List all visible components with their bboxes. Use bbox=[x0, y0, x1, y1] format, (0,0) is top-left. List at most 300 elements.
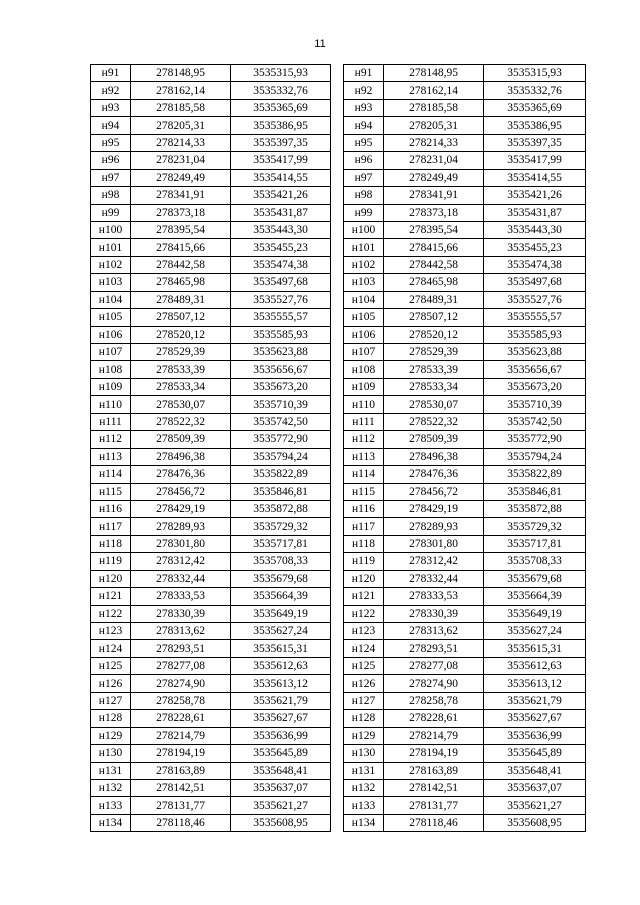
table-row bbox=[344, 814, 586, 831]
point-id-cell: н91 bbox=[344, 65, 384, 82]
table-row bbox=[91, 623, 331, 640]
table-row bbox=[344, 309, 586, 326]
table-row bbox=[91, 675, 331, 692]
table-row bbox=[344, 413, 586, 430]
x-coordinate-cell: 278214,79 bbox=[384, 727, 484, 744]
table-row bbox=[344, 448, 586, 465]
point-id-cell: н108 bbox=[91, 361, 131, 378]
table-row bbox=[91, 239, 331, 256]
point-id-cell: н102 bbox=[91, 256, 131, 273]
table-row bbox=[344, 692, 586, 709]
y-coordinate-cell: 3535443,30 bbox=[231, 221, 331, 238]
point-id-cell: н111 bbox=[344, 413, 384, 430]
point-id-cell: н114 bbox=[91, 466, 131, 483]
table-row bbox=[344, 82, 586, 99]
table-row bbox=[344, 134, 586, 151]
table-row bbox=[344, 466, 586, 483]
y-coordinate-cell: 3535621,27 bbox=[231, 797, 331, 814]
point-id-cell: н121 bbox=[91, 588, 131, 605]
x-coordinate-cell: 278274,90 bbox=[384, 675, 484, 692]
point-id-cell: н104 bbox=[344, 291, 384, 308]
point-id-cell: н118 bbox=[344, 535, 384, 552]
table-row bbox=[344, 797, 586, 814]
point-id-cell: н96 bbox=[91, 152, 131, 169]
point-id-cell: н119 bbox=[91, 553, 131, 570]
y-coordinate-cell: 3535623,88 bbox=[231, 344, 331, 361]
x-coordinate-cell: 278529,39 bbox=[384, 344, 484, 361]
x-coordinate-cell: 278277,08 bbox=[131, 657, 231, 674]
point-id-cell: н133 bbox=[344, 797, 384, 814]
x-coordinate-cell: 278522,32 bbox=[131, 413, 231, 430]
x-coordinate-cell: 278313,62 bbox=[384, 623, 484, 640]
x-coordinate-cell: 278330,39 bbox=[384, 605, 484, 622]
y-coordinate-cell: 3535621,79 bbox=[231, 692, 331, 709]
x-coordinate-cell: 278301,80 bbox=[384, 535, 484, 552]
x-coordinate-cell: 278214,33 bbox=[131, 134, 231, 151]
x-coordinate-cell: 278332,44 bbox=[131, 570, 231, 587]
point-id-cell: н97 bbox=[344, 169, 384, 186]
y-coordinate-cell: 3535772,90 bbox=[484, 431, 586, 448]
table-row bbox=[91, 588, 331, 605]
x-coordinate-cell: 278228,61 bbox=[384, 710, 484, 727]
x-coordinate-cell: 278341,91 bbox=[131, 187, 231, 204]
y-coordinate-cell: 3535431,87 bbox=[484, 204, 586, 221]
point-id-cell: н128 bbox=[91, 710, 131, 727]
x-coordinate-cell: 278228,61 bbox=[131, 710, 231, 727]
table-row bbox=[91, 134, 331, 151]
point-id-cell: н127 bbox=[91, 692, 131, 709]
y-coordinate-cell: 3535414,55 bbox=[231, 169, 331, 186]
x-coordinate-cell: 278533,39 bbox=[384, 361, 484, 378]
x-coordinate-cell: 278185,58 bbox=[384, 99, 484, 116]
point-id-cell: н97 bbox=[91, 169, 131, 186]
point-id-cell: н92 bbox=[91, 82, 131, 99]
table-row bbox=[344, 65, 586, 82]
x-coordinate-cell: 278530,07 bbox=[131, 396, 231, 413]
y-coordinate-cell: 3535772,90 bbox=[231, 431, 331, 448]
y-coordinate-cell: 3535332,76 bbox=[484, 82, 586, 99]
y-coordinate-cell: 3535729,32 bbox=[484, 518, 586, 535]
point-id-cell: н117 bbox=[91, 518, 131, 535]
table-row bbox=[344, 187, 586, 204]
y-coordinate-cell: 3535421,26 bbox=[231, 187, 331, 204]
y-coordinate-cell: 3535455,23 bbox=[231, 239, 331, 256]
x-coordinate-cell: 278118,46 bbox=[131, 814, 231, 831]
table-row bbox=[91, 605, 331, 622]
x-coordinate-cell: 278520,12 bbox=[131, 326, 231, 343]
table-row bbox=[344, 605, 586, 622]
point-id-cell: н118 bbox=[91, 535, 131, 552]
x-coordinate-cell: 278373,18 bbox=[384, 204, 484, 221]
y-coordinate-cell: 3535585,93 bbox=[484, 326, 586, 343]
y-coordinate-cell: 3535386,95 bbox=[231, 117, 331, 134]
x-coordinate-cell: 278293,51 bbox=[384, 640, 484, 657]
point-id-cell: н100 bbox=[344, 221, 384, 238]
y-coordinate-cell: 3535729,32 bbox=[231, 518, 331, 535]
point-id-cell: н128 bbox=[344, 710, 384, 727]
x-coordinate-cell: 278194,19 bbox=[384, 745, 484, 762]
table-row bbox=[344, 256, 586, 273]
table-row bbox=[91, 553, 331, 570]
table-row bbox=[91, 692, 331, 709]
y-coordinate-cell: 3535710,39 bbox=[231, 396, 331, 413]
table-row bbox=[344, 361, 586, 378]
table-row bbox=[344, 152, 586, 169]
y-coordinate-cell: 3535621,27 bbox=[484, 797, 586, 814]
point-id-cell: н121 bbox=[344, 588, 384, 605]
point-id-cell: н103 bbox=[91, 274, 131, 291]
table-row bbox=[344, 169, 586, 186]
table-row bbox=[91, 396, 331, 413]
y-coordinate-cell: 3535656,67 bbox=[231, 361, 331, 378]
x-coordinate-cell: 278249,49 bbox=[131, 169, 231, 186]
table-row bbox=[344, 535, 586, 552]
point-id-cell: н107 bbox=[344, 344, 384, 361]
table-row bbox=[91, 518, 331, 535]
y-coordinate-cell: 3535332,76 bbox=[231, 82, 331, 99]
x-coordinate-cell: 278148,95 bbox=[384, 65, 484, 82]
table-row bbox=[91, 745, 331, 762]
table-row bbox=[344, 500, 586, 517]
table-row bbox=[91, 535, 331, 552]
point-id-cell: н101 bbox=[344, 239, 384, 256]
y-coordinate-cell: 3535822,89 bbox=[484, 466, 586, 483]
point-id-cell: н100 bbox=[91, 221, 131, 238]
y-coordinate-cell: 3535497,68 bbox=[484, 274, 586, 291]
x-coordinate-cell: 278312,42 bbox=[384, 553, 484, 570]
table-row bbox=[91, 710, 331, 727]
x-coordinate-cell: 278507,12 bbox=[131, 309, 231, 326]
x-coordinate-cell: 278214,33 bbox=[384, 134, 484, 151]
table-row bbox=[344, 518, 586, 535]
x-coordinate-cell: 278529,39 bbox=[131, 344, 231, 361]
x-coordinate-cell: 278162,14 bbox=[131, 82, 231, 99]
table-row bbox=[91, 204, 331, 221]
table-row bbox=[344, 204, 586, 221]
y-coordinate-cell: 3535794,24 bbox=[484, 448, 586, 465]
table-row bbox=[91, 500, 331, 517]
point-id-cell: н98 bbox=[91, 187, 131, 204]
y-coordinate-cell: 3535623,88 bbox=[484, 344, 586, 361]
point-id-cell: н126 bbox=[344, 675, 384, 692]
y-coordinate-cell: 3535555,57 bbox=[231, 309, 331, 326]
y-coordinate-cell: 3535527,76 bbox=[484, 291, 586, 308]
table-row bbox=[91, 117, 331, 134]
x-coordinate-cell: 278293,51 bbox=[131, 640, 231, 657]
point-id-cell: н126 bbox=[91, 675, 131, 692]
y-coordinate-cell: 3535679,68 bbox=[484, 570, 586, 587]
x-coordinate-cell: 278429,19 bbox=[384, 500, 484, 517]
table-row bbox=[91, 727, 331, 744]
x-coordinate-cell: 278395,54 bbox=[131, 221, 231, 238]
x-coordinate-cell: 278148,95 bbox=[131, 65, 231, 82]
table-row bbox=[91, 431, 331, 448]
y-coordinate-cell: 3535637,07 bbox=[231, 779, 331, 796]
y-coordinate-cell: 3535417,99 bbox=[484, 152, 586, 169]
y-coordinate-cell: 3535664,39 bbox=[484, 588, 586, 605]
point-id-cell: н115 bbox=[91, 483, 131, 500]
point-id-cell: н116 bbox=[344, 500, 384, 517]
y-coordinate-cell: 3535679,68 bbox=[231, 570, 331, 587]
table-row bbox=[344, 623, 586, 640]
table-row bbox=[91, 466, 331, 483]
point-id-cell: н131 bbox=[91, 762, 131, 779]
x-coordinate-cell: 278142,51 bbox=[131, 779, 231, 796]
point-id-cell: н129 bbox=[91, 727, 131, 744]
x-coordinate-cell: 278205,31 bbox=[131, 117, 231, 134]
point-id-cell: н122 bbox=[344, 605, 384, 622]
y-coordinate-cell: 3535455,23 bbox=[484, 239, 586, 256]
x-coordinate-cell: 278520,12 bbox=[384, 326, 484, 343]
y-coordinate-cell: 3535474,38 bbox=[484, 256, 586, 273]
table-row bbox=[91, 570, 331, 587]
table-row bbox=[344, 657, 586, 674]
y-coordinate-cell: 3535742,50 bbox=[484, 413, 586, 430]
y-coordinate-cell: 3535872,88 bbox=[231, 500, 331, 517]
point-id-cell: н133 bbox=[91, 797, 131, 814]
point-id-cell: н130 bbox=[91, 745, 131, 762]
x-coordinate-cell: 278465,98 bbox=[131, 274, 231, 291]
x-coordinate-cell: 278194,19 bbox=[131, 745, 231, 762]
table-row bbox=[344, 117, 586, 134]
x-coordinate-cell: 278442,58 bbox=[131, 256, 231, 273]
x-coordinate-cell: 278341,91 bbox=[384, 187, 484, 204]
x-coordinate-cell: 278185,58 bbox=[131, 99, 231, 116]
y-coordinate-cell: 3535443,30 bbox=[484, 221, 586, 238]
x-coordinate-cell: 278522,32 bbox=[384, 413, 484, 430]
table-row bbox=[91, 221, 331, 238]
x-coordinate-cell: 278289,93 bbox=[131, 518, 231, 535]
x-coordinate-cell: 278301,80 bbox=[131, 535, 231, 552]
y-coordinate-cell: 3535627,24 bbox=[231, 623, 331, 640]
y-coordinate-cell: 3535717,81 bbox=[484, 535, 586, 552]
table-row bbox=[91, 779, 331, 796]
point-id-cell: н96 bbox=[344, 152, 384, 169]
table-body-left bbox=[91, 65, 331, 832]
point-id-cell: н112 bbox=[344, 431, 384, 448]
y-coordinate-cell: 3535386,95 bbox=[484, 117, 586, 134]
y-coordinate-cell: 3535613,12 bbox=[484, 675, 586, 692]
point-id-cell: н134 bbox=[344, 814, 384, 831]
x-coordinate-cell: 278533,34 bbox=[384, 378, 484, 395]
point-id-cell: н132 bbox=[344, 779, 384, 796]
table-row bbox=[344, 640, 586, 657]
point-id-cell: н129 bbox=[344, 727, 384, 744]
x-coordinate-cell: 278509,39 bbox=[131, 431, 231, 448]
y-coordinate-cell: 3535649,19 bbox=[231, 605, 331, 622]
point-id-cell: н114 bbox=[344, 466, 384, 483]
y-coordinate-cell: 3535872,88 bbox=[484, 500, 586, 517]
point-id-cell: н120 bbox=[91, 570, 131, 587]
y-coordinate-cell: 3535431,87 bbox=[231, 204, 331, 221]
x-coordinate-cell: 278395,54 bbox=[384, 221, 484, 238]
x-coordinate-cell: 278456,72 bbox=[131, 483, 231, 500]
point-id-cell: н95 bbox=[344, 134, 384, 151]
point-id-cell: н107 bbox=[91, 344, 131, 361]
point-id-cell: н116 bbox=[91, 500, 131, 517]
y-coordinate-cell: 3535645,89 bbox=[484, 745, 586, 762]
point-id-cell: н94 bbox=[344, 117, 384, 134]
x-coordinate-cell: 278274,90 bbox=[131, 675, 231, 692]
point-id-cell: н110 bbox=[91, 396, 131, 413]
table-row bbox=[91, 448, 331, 465]
x-coordinate-cell: 278507,12 bbox=[384, 309, 484, 326]
point-id-cell: н119 bbox=[344, 553, 384, 570]
table-row bbox=[91, 256, 331, 273]
y-coordinate-cell: 3535474,38 bbox=[231, 256, 331, 273]
table-row bbox=[91, 378, 331, 395]
x-coordinate-cell: 278530,07 bbox=[384, 396, 484, 413]
x-coordinate-cell: 278118,46 bbox=[384, 814, 484, 831]
y-coordinate-cell: 3535846,81 bbox=[484, 483, 586, 500]
x-coordinate-cell: 278456,72 bbox=[384, 483, 484, 500]
table-row bbox=[91, 326, 331, 343]
x-coordinate-cell: 278313,62 bbox=[131, 623, 231, 640]
table-row bbox=[344, 378, 586, 395]
point-id-cell: н93 bbox=[91, 99, 131, 116]
y-coordinate-cell: 3535527,76 bbox=[231, 291, 331, 308]
point-id-cell: н130 bbox=[344, 745, 384, 762]
x-coordinate-cell: 278312,42 bbox=[131, 553, 231, 570]
table-row bbox=[91, 361, 331, 378]
x-coordinate-cell: 278415,66 bbox=[131, 239, 231, 256]
table-row bbox=[91, 274, 331, 291]
y-coordinate-cell: 3535710,39 bbox=[484, 396, 586, 413]
point-id-cell: н103 bbox=[344, 274, 384, 291]
x-coordinate-cell: 278258,78 bbox=[384, 692, 484, 709]
table-row bbox=[91, 640, 331, 657]
y-coordinate-cell: 3535365,69 bbox=[231, 99, 331, 116]
y-coordinate-cell: 3535397,35 bbox=[231, 134, 331, 151]
point-id-cell: н106 bbox=[91, 326, 131, 343]
point-id-cell: н99 bbox=[344, 204, 384, 221]
table-row bbox=[344, 344, 586, 361]
y-coordinate-cell: 3535421,26 bbox=[484, 187, 586, 204]
x-coordinate-cell: 278489,31 bbox=[131, 291, 231, 308]
coordinates-table-left bbox=[90, 64, 331, 832]
table-row bbox=[91, 99, 331, 116]
point-id-cell: н106 bbox=[344, 326, 384, 343]
y-coordinate-cell: 3535648,41 bbox=[484, 762, 586, 779]
x-coordinate-cell: 278533,39 bbox=[131, 361, 231, 378]
y-coordinate-cell: 3535637,07 bbox=[484, 779, 586, 796]
point-id-cell: н123 bbox=[91, 623, 131, 640]
table-row bbox=[344, 326, 586, 343]
table-row bbox=[91, 82, 331, 99]
x-coordinate-cell: 278330,39 bbox=[131, 605, 231, 622]
table-row bbox=[344, 762, 586, 779]
x-coordinate-cell: 278465,98 bbox=[384, 274, 484, 291]
point-id-cell: н124 bbox=[91, 640, 131, 657]
table-row bbox=[344, 239, 586, 256]
point-id-cell: н112 bbox=[91, 431, 131, 448]
coordinates-table-right bbox=[343, 64, 586, 832]
point-id-cell: н110 bbox=[344, 396, 384, 413]
y-coordinate-cell: 3535822,89 bbox=[231, 466, 331, 483]
point-id-cell: н124 bbox=[344, 640, 384, 657]
point-id-cell: н132 bbox=[91, 779, 131, 796]
x-coordinate-cell: 278333,53 bbox=[131, 588, 231, 605]
point-id-cell: н113 bbox=[91, 448, 131, 465]
table-row bbox=[91, 152, 331, 169]
x-coordinate-cell: 278131,77 bbox=[384, 797, 484, 814]
point-id-cell: н98 bbox=[344, 187, 384, 204]
x-coordinate-cell: 278205,31 bbox=[384, 117, 484, 134]
table-row bbox=[344, 779, 586, 796]
point-id-cell: н117 bbox=[344, 518, 384, 535]
y-coordinate-cell: 3535649,19 bbox=[484, 605, 586, 622]
x-coordinate-cell: 278496,38 bbox=[384, 448, 484, 465]
y-coordinate-cell: 3535615,31 bbox=[231, 640, 331, 657]
point-id-cell: н91 bbox=[91, 65, 131, 82]
x-coordinate-cell: 278333,53 bbox=[384, 588, 484, 605]
y-coordinate-cell: 3535315,93 bbox=[231, 65, 331, 82]
point-id-cell: н94 bbox=[91, 117, 131, 134]
point-id-cell: н101 bbox=[91, 239, 131, 256]
table-row bbox=[344, 291, 586, 308]
y-coordinate-cell: 3535627,67 bbox=[484, 710, 586, 727]
table-row bbox=[91, 344, 331, 361]
table-row bbox=[344, 675, 586, 692]
point-id-cell: н109 bbox=[344, 378, 384, 395]
point-id-cell: н123 bbox=[344, 623, 384, 640]
point-id-cell: н131 bbox=[344, 762, 384, 779]
table-row bbox=[344, 274, 586, 291]
table-row bbox=[344, 570, 586, 587]
y-coordinate-cell: 3535555,57 bbox=[484, 309, 586, 326]
y-coordinate-cell: 3535717,81 bbox=[231, 535, 331, 552]
y-coordinate-cell: 3535636,99 bbox=[231, 727, 331, 744]
table-row bbox=[344, 727, 586, 744]
x-coordinate-cell: 278214,79 bbox=[131, 727, 231, 744]
x-coordinate-cell: 278162,14 bbox=[384, 82, 484, 99]
point-id-cell: н113 bbox=[344, 448, 384, 465]
x-coordinate-cell: 278249,49 bbox=[384, 169, 484, 186]
x-coordinate-cell: 278131,77 bbox=[131, 797, 231, 814]
point-id-cell: н92 bbox=[344, 82, 384, 99]
y-coordinate-cell: 3535673,20 bbox=[484, 378, 586, 395]
x-coordinate-cell: 278289,93 bbox=[384, 518, 484, 535]
table-row bbox=[344, 710, 586, 727]
y-coordinate-cell: 3535414,55 bbox=[484, 169, 586, 186]
table-row bbox=[91, 797, 331, 814]
y-coordinate-cell: 3535673,20 bbox=[231, 378, 331, 395]
table-row bbox=[344, 483, 586, 500]
point-id-cell: н102 bbox=[344, 256, 384, 273]
y-coordinate-cell: 3535613,12 bbox=[231, 675, 331, 692]
y-coordinate-cell: 3535664,39 bbox=[231, 588, 331, 605]
x-coordinate-cell: 278476,36 bbox=[384, 466, 484, 483]
x-coordinate-cell: 278496,38 bbox=[131, 448, 231, 465]
y-coordinate-cell: 3535397,35 bbox=[484, 134, 586, 151]
table-row bbox=[91, 309, 331, 326]
x-coordinate-cell: 278442,58 bbox=[384, 256, 484, 273]
table-row bbox=[344, 221, 586, 238]
y-coordinate-cell: 3535636,99 bbox=[484, 727, 586, 744]
y-coordinate-cell: 3535608,95 bbox=[231, 814, 331, 831]
x-coordinate-cell: 278429,19 bbox=[131, 500, 231, 517]
x-coordinate-cell: 278231,04 bbox=[131, 152, 231, 169]
point-id-cell: н120 bbox=[344, 570, 384, 587]
point-id-cell: н105 bbox=[344, 309, 384, 326]
table-row bbox=[91, 413, 331, 430]
x-coordinate-cell: 278277,08 bbox=[384, 657, 484, 674]
y-coordinate-cell: 3535612,63 bbox=[484, 657, 586, 674]
table-row bbox=[91, 65, 331, 82]
x-coordinate-cell: 278231,04 bbox=[384, 152, 484, 169]
table-body-right bbox=[344, 65, 586, 832]
table-row bbox=[344, 396, 586, 413]
